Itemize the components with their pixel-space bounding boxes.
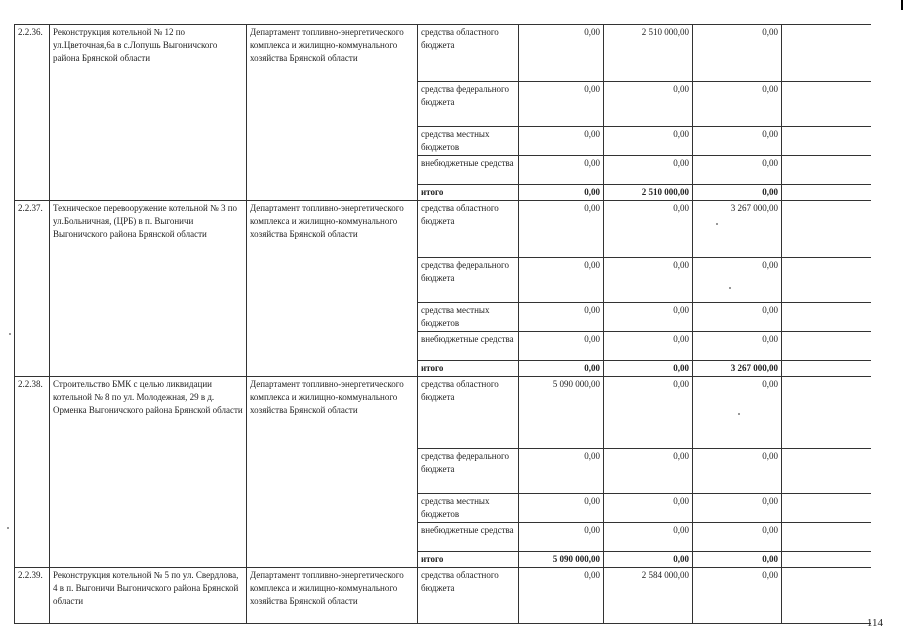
funding-source: средства областного бюджета: [418, 201, 519, 258]
empty-cell: [782, 568, 871, 624]
empty-cell: [782, 494, 871, 523]
empty-cell: [782, 303, 871, 332]
amount-year-2: 0,00: [604, 361, 693, 377]
table-row: [15, 201, 871, 258]
amount-year-3: 0,00: [693, 82, 782, 127]
amount-year-3: 0,00: [693, 156, 782, 185]
amount-year-3: 0,00: [693, 332, 782, 361]
funding-source: внебюджетные средства: [418, 523, 519, 552]
empty-cell: [782, 332, 871, 361]
funding-source: средства федерального бюджета: [418, 258, 519, 303]
funding-source: средства местных бюджетов: [418, 494, 519, 523]
amount-year-1: 0,00: [519, 523, 604, 552]
amount-year-3: 0,00: [693, 449, 782, 494]
amount-year-2: 0,00: [604, 332, 693, 361]
funding-source: средства местных бюджетов: [418, 303, 519, 332]
amount-year-1: 0,00: [519, 494, 604, 523]
responsible-department: Департамент топливно-энергетического комплекса и жилищно-коммунального хозяйства Брянской области: [247, 25, 418, 201]
scan-speck: [9, 333, 11, 335]
empty-cell: [782, 361, 871, 377]
empty-cell: [782, 25, 871, 82]
amount-year-3: 0,00: [693, 377, 782, 449]
item-number: 2.2.39.: [15, 568, 50, 624]
table-row: [15, 568, 871, 624]
amount-year-3: 0,00: [693, 127, 782, 156]
table-row: [15, 25, 871, 82]
empty-cell: [782, 377, 871, 449]
amount-year-1: 0,00: [519, 82, 604, 127]
funding-source: средства местных бюджетов: [418, 127, 519, 156]
amount-year-2: 0,00: [604, 258, 693, 303]
amount-year-3: 3 267 000,00: [693, 201, 782, 258]
scan-speck: [729, 287, 731, 289]
empty-cell: [782, 201, 871, 258]
table-row: [15, 377, 871, 449]
empty-cell: [782, 258, 871, 303]
empty-cell: [782, 552, 871, 568]
responsible-department: Департамент топливно-энергетического комплекса и жилищно-коммунального хозяйства Брянской области: [247, 568, 418, 624]
item-name: Реконструкция котельной № 12 по ул.Цветочная,6а в с.Лопушь Выгоничского района Брянской области: [50, 25, 247, 201]
empty-cell: [782, 523, 871, 552]
amount-year-2: 0,00: [604, 127, 693, 156]
amount-year-2: 0,00: [604, 449, 693, 494]
funding-source: средства областного бюджета: [418, 377, 519, 449]
funding-source: итого: [418, 552, 519, 568]
amount-year-1: 0,00: [519, 303, 604, 332]
funding-source: средства федерального бюджета: [418, 82, 519, 127]
amount-year-1: 0,00: [519, 332, 604, 361]
amount-year-2: 0,00: [604, 82, 693, 127]
amount-year-1: 0,00: [519, 185, 604, 201]
amount-year-1: 0,00: [519, 25, 604, 82]
item-number: 2.2.36.: [15, 25, 50, 201]
empty-cell: [782, 127, 871, 156]
item-number: 2.2.37.: [15, 201, 50, 377]
amount-year-2: 0,00: [604, 377, 693, 449]
amount-year-2: 2 584 000,00: [604, 568, 693, 624]
item-name: Реконструкция котельной № 5 по ул. Свердлова, 4 в п. Выгоничи Выгоничского района Брянской области: [50, 568, 247, 624]
amount-year-3: 3 267 000,00: [693, 361, 782, 377]
amount-year-3: 0,00: [693, 494, 782, 523]
amount-year-2: 0,00: [604, 156, 693, 185]
page-number: 114: [866, 617, 883, 629]
funding-source: итого: [418, 361, 519, 377]
amount-year-2: 0,00: [604, 552, 693, 568]
amount-year-2: 0,00: [604, 494, 693, 523]
amount-year-3: 0,00: [693, 185, 782, 201]
amount-year-1: 0,00: [519, 258, 604, 303]
funding-source: средства областного бюджета: [418, 568, 519, 624]
amount-year-1: 0,00: [519, 201, 604, 258]
amount-year-3: 0,00: [693, 523, 782, 552]
amount-year-1: 5 090 000,00: [519, 552, 604, 568]
item-number: 2.2.38.: [15, 377, 50, 568]
funding-source: средства федерального бюджета: [418, 449, 519, 494]
amount-year-3: 0,00: [693, 25, 782, 82]
funding-source: внебюджетные средства: [418, 156, 519, 185]
item-name: Строительство БМК с целью ликвидации котельной № 8 по ул. Молодежная, 29 в д. Орменка Выгоничского района Брянской области: [50, 377, 247, 568]
funding-source: средства областного бюджета: [418, 25, 519, 82]
amount-year-2: 0,00: [604, 523, 693, 552]
amount-year-2: 2 510 000,00: [604, 185, 693, 201]
scan-speck: [716, 223, 718, 225]
amount-year-1: 0,00: [519, 156, 604, 185]
amount-year-3: 0,00: [693, 552, 782, 568]
amount-year-1: 5 090 000,00: [519, 377, 604, 449]
amount-year-2: 0,00: [604, 303, 693, 332]
scan-edge-mark: [901, 0, 903, 10]
empty-cell: [782, 82, 871, 127]
amount-year-1: 0,00: [519, 127, 604, 156]
amount-year-3: 0,00: [693, 303, 782, 332]
funding-source: итого: [418, 185, 519, 201]
amount-year-3: 0,00: [693, 258, 782, 303]
funding-source: внебюджетные средства: [418, 332, 519, 361]
empty-cell: [782, 185, 871, 201]
amount-year-3: 0,00: [693, 568, 782, 624]
item-name: Техническое перевооружение котельной № 3 по ул.Больничная, (ЦРБ) в п. Выгоничи Выгоничского района Брянской области: [50, 201, 247, 377]
scan-speck: [7, 527, 9, 529]
amount-year-2: 2 510 000,00: [604, 25, 693, 82]
amount-year-2: 0,00: [604, 201, 693, 258]
scan-speck: [738, 413, 740, 415]
empty-cell: [782, 156, 871, 185]
empty-cell: [782, 449, 871, 494]
amount-year-1: 0,00: [519, 361, 604, 377]
responsible-department: Департамент топливно-энергетического комплекса и жилищно-коммунального хозяйства Брянской области: [247, 201, 418, 377]
amount-year-1: 0,00: [519, 449, 604, 494]
amount-year-1: 0,00: [519, 568, 604, 624]
budget-table: [14, 24, 871, 624]
responsible-department: Департамент топливно-энергетического комплекса и жилищно-коммунального хозяйства Брянской области: [247, 377, 418, 568]
